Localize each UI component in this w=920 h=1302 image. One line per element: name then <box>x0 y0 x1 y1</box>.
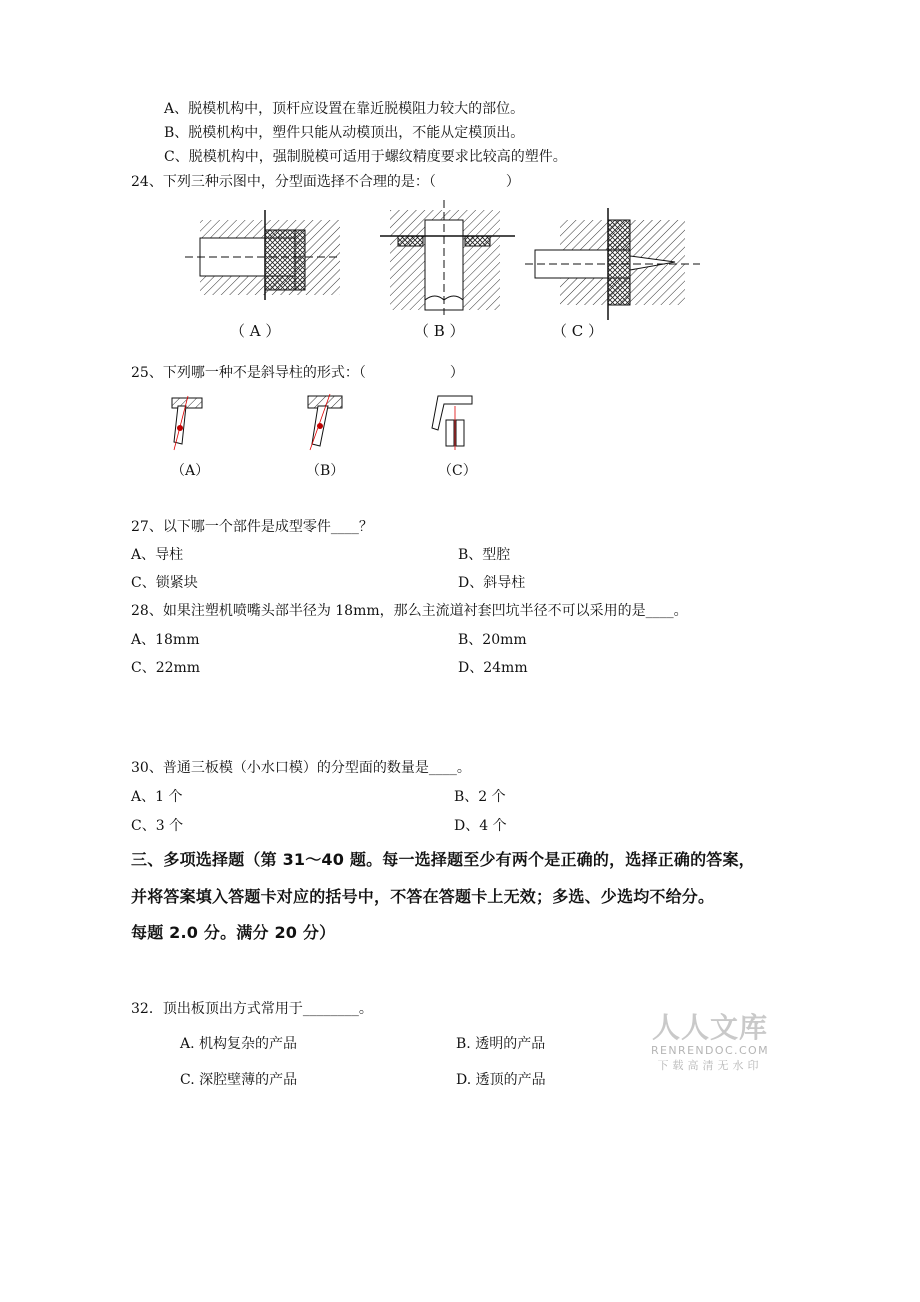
q27-stem: 27、以下哪一个部件是成型零件____？ <box>131 519 373 535</box>
q25-caption-b: （B） <box>306 463 345 479</box>
q24-caption-a: （ A ） <box>230 322 281 340</box>
section3-heading-line3: 每题 2.0 分。满分 20 分） <box>131 923 336 942</box>
q25-guide-pillar-diagrams <box>160 392 480 454</box>
q32-option-d: D. 透顶的产品 <box>456 1072 546 1088</box>
q27-option-c: C、锁紧块 <box>131 575 198 591</box>
q24-caption-c: （ C ） <box>552 322 604 340</box>
q23-option-b: B、脱模机构中，塑件只能从动模顶出，不能从定模顶出。 <box>164 125 525 141</box>
q28-stem: 28、如果注塑机喷嘴头部半径为 18mm，那么主流道衬套凹坑半径不可以采用的是____。 <box>131 603 688 619</box>
q27-option-b: B、型腔 <box>458 547 511 563</box>
q28-option-c: C、22mm <box>131 660 201 676</box>
diagram-a <box>185 210 340 300</box>
pillar-a <box>172 396 202 450</box>
q23-option-a: A、脱模机构中，顶杆应设置在靠近脱模阻力较大的部位。 <box>164 101 525 117</box>
q30-option-b: B、2 个 <box>454 789 506 805</box>
q25-stem: 25、下列哪一种不是斜导柱的形式：（ ） <box>131 365 464 381</box>
q27-option-d: D、斜导柱 <box>458 575 526 591</box>
q30-option-c: C、3 个 <box>131 818 184 834</box>
q32-option-a: A. 机构复杂的产品 <box>180 1036 298 1052</box>
q30-option-d: D、4 个 <box>454 818 507 834</box>
q25-caption-a: （A） <box>171 463 210 479</box>
pillar-b <box>308 394 342 450</box>
pillar-c <box>432 396 472 450</box>
q27-option-a: A、导柱 <box>131 547 184 563</box>
q25-caption-c: （C） <box>438 463 477 479</box>
q28-option-d: D、24mm <box>458 660 528 676</box>
watermark-title: 人人文库 <box>651 1011 768 1044</box>
q30-option-a: A、1 个 <box>131 789 183 805</box>
diagram-c <box>525 208 700 320</box>
q30-stem: 30、普通三板模（小水口模）的分型面的数量是____。 <box>131 760 471 776</box>
diagram-b <box>380 200 515 315</box>
watermark <box>648 1012 772 1074</box>
q24-stem: 24、下列三种示图中，分型面选择不合理的是：（ ） <box>131 174 520 190</box>
q24-caption-b: （ B ） <box>414 322 465 340</box>
section3-heading-line2: 并将答案填入答题卡对应的括号中，不答在答题卡上无效；多选、少选均不给分。 <box>131 887 715 906</box>
q28-option-a: A、18mm <box>131 632 200 648</box>
watermark-domain: RENRENDOC.COM <box>651 1044 769 1057</box>
q32-option-b: B. 透明的产品 <box>456 1036 546 1052</box>
q23-option-c: C、脱模机构中，强制脱模可适用于螺纹精度要求比较高的塑件。 <box>164 149 567 165</box>
watermark-slogan: 下载高清无水印 <box>657 1059 763 1072</box>
q32-stem: 32．顶出板顶出方式常用于________。 <box>131 1001 373 1017</box>
q32-option-c: C. 深腔壁薄的产品 <box>180 1072 298 1088</box>
q28-option-b: B、20mm <box>458 632 527 648</box>
section3-heading-line1: 三、多项选择题（第 31～40 题。每一选择题至少有两个是正确的，选择正确的答案， <box>131 850 755 869</box>
